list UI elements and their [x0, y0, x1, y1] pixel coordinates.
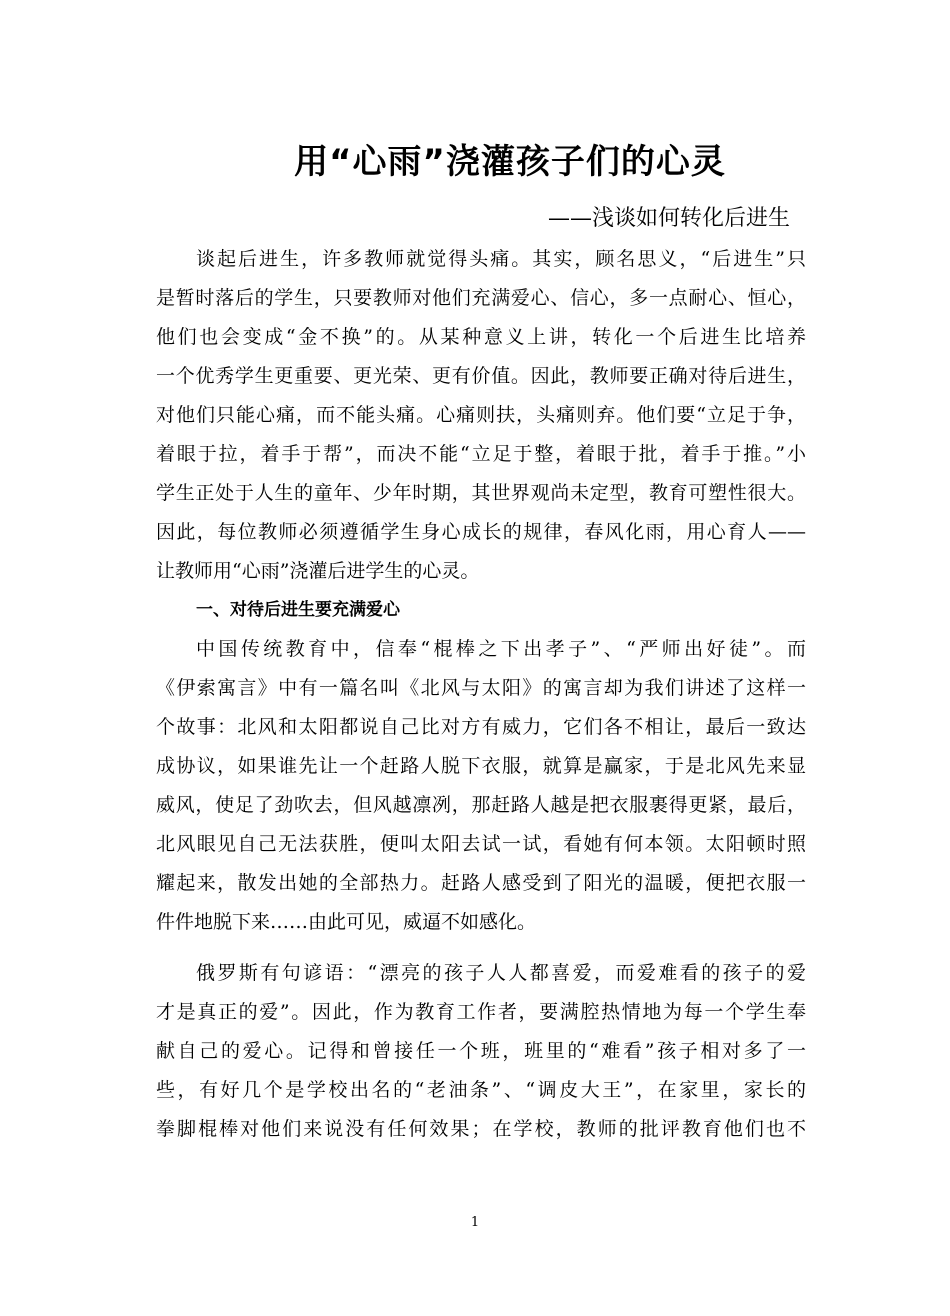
section-heading: 一、对待后进生要充满爱心 [196, 600, 400, 620]
text-line: 成协议，如果谁先让一个赶路人脱下衣服，就算是赢家，于是北风先来显 [156, 755, 806, 777]
text-line: 他们也会变成“金不换”的。从某种意义上讲，转化一个后进生比培养 [156, 326, 806, 348]
text-line: 一个优秀学生更重要、更光荣、更有价值。因此，教师要正确对待后进生， [156, 365, 806, 387]
text-line: 让教师用“心雨”浇灌后进学生的心灵。 [156, 560, 480, 582]
document-body [156, 240, 806, 1149]
text-line: 献自己的爱心。记得和曾接任一个班，班里的“难看”孩子相对多了一 [156, 1040, 806, 1062]
text-line: 俄罗斯有句谚语：“漂亮的孩子人人都喜爱，而爱难看的孩子的爱 [196, 962, 806, 984]
text-line: 威风，使足了劲吹去，但风越凛冽，那赶路人越是把衣服裹得更紧，最后， [156, 794, 806, 816]
text-line: 是暂时落后的学生，只要教师对他们充满爱心、信心，多一点耐心、恒心， [156, 287, 806, 309]
text-line: 拳脚棍棒对他们来说没有任何效果；在学校，教师的批评教育他们也不 [156, 1118, 806, 1140]
text-line: 才是真正的爱”。因此，作为教育工作者，要满腔热情地为每一个学生奉 [156, 1001, 806, 1023]
text-line: 件件地脱下来……由此可见，威逼不如感化。 [156, 911, 537, 933]
text-line: 对他们只能心痛，而不能头痛。心痛则扶，头痛则弃。他们要“立足于争， [156, 404, 806, 426]
page-number: 1 [470, 1215, 480, 1230]
text-line: 耀起来，散发出她的全部热力。赶路人感受到了阳光的温暖，便把衣服一 [156, 872, 806, 894]
text-line: 谈起后进生，许多教师就觉得头痛。其实，顾名思义，“后进生”只 [196, 248, 806, 270]
text-line: 着眼于拉，着手于帮”，而决不能“立足于整，着眼于批，着手于推。”小 [156, 443, 806, 465]
document-subtitle: ——浅谈如何转化后进生 [547, 206, 790, 231]
text-line: 学生正处于人生的童年、少年时期，其世界观尚未定型，教育可塑性很大。 [156, 482, 806, 504]
text-line: 因此，每位教师必须遵循学生身心成长的规律，春风化雨，用心育人—— [156, 521, 806, 543]
text-line: 个故事：北风和太阳都说自己比对方有威力，它们各不相让，最后一致达 [156, 716, 806, 738]
text-line: 些，有好几个是学校出名的“老油条”、“调皮大王”，在家里，家长的 [156, 1079, 806, 1101]
text-line: 中国传统教育中，信奉“棍棒之下出孝子”、“严师出好徒”。而 [196, 638, 806, 660]
text-line: 《伊索寓言》中有一篇名叫《北风与太阳》的寓言却为我们讲述了这样一 [156, 677, 806, 699]
text-line: 北风眼见自己无法获胜，便叫太阳去试一试，看她有何本领。太阳顿时照 [156, 833, 806, 855]
document-title: 用“心雨”浇灌孩子们的心灵 [294, 142, 726, 182]
